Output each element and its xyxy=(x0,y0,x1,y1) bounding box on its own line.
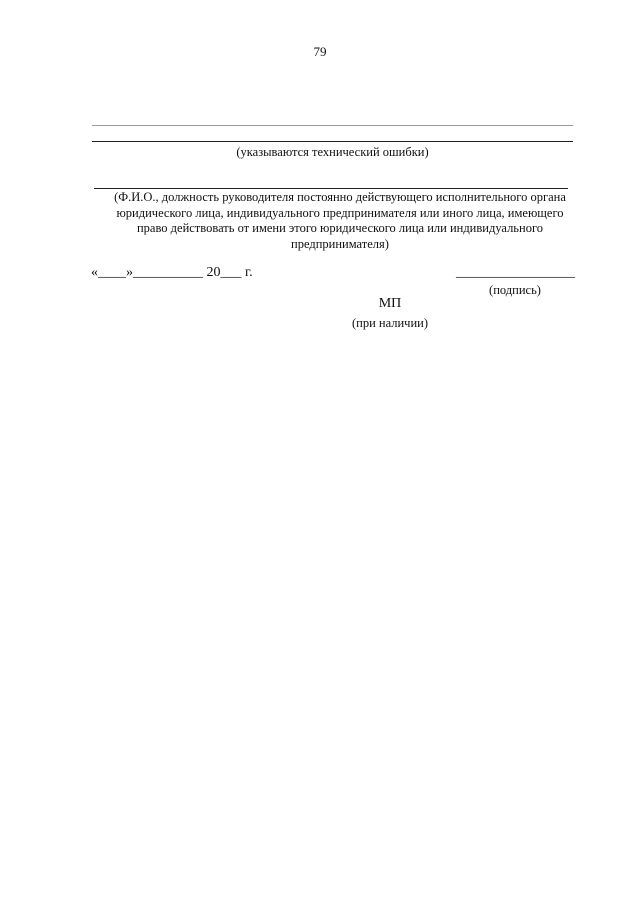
signatory-caption-line-4: предпринимателя) xyxy=(291,236,389,251)
stamp-label: МП xyxy=(378,296,402,311)
errors-line-lower xyxy=(92,141,573,142)
errors-line-upper xyxy=(92,125,573,126)
signature-caption: (подпись) xyxy=(489,283,541,297)
signatory-line xyxy=(94,188,568,189)
signatory-caption-line-3: право действовать от имени этого юридического лица или индивидуального xyxy=(136,221,544,235)
errors-caption: (указываются технический ошибки) xyxy=(236,145,429,159)
signature-line: _________________ xyxy=(456,265,575,280)
date-field: «____»__________ 20___ г. xyxy=(91,265,253,280)
signatory-caption-line-1: (Ф.И.О., должность руководителя постоянно действующего исполнительного органа xyxy=(114,190,566,204)
page-number: 79 xyxy=(313,44,327,59)
signatory-caption-line-2: юридического лица, индивидуального предпринимателя или иного лица, имеющего xyxy=(116,205,564,220)
stamp-note: (при наличии) xyxy=(351,316,429,330)
